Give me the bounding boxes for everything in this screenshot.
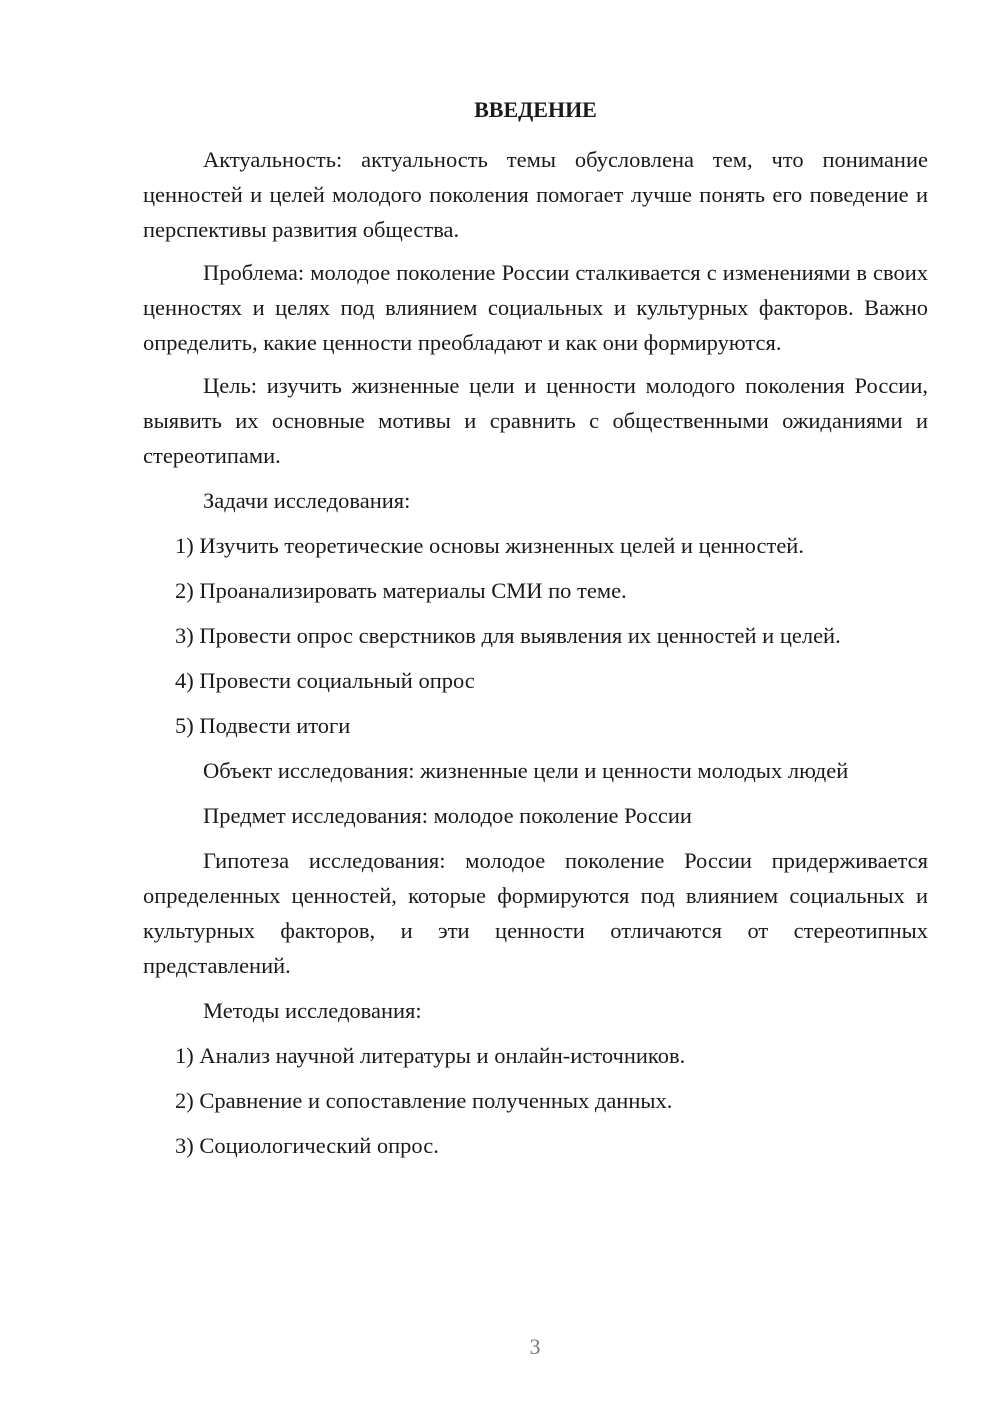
relevance-paragraph: Актуальность: актуальность темы обусловлена тем, что понимание ценностей и целей молодого поколения помогает лучше понять его поведение и перспективы развития общества. [143,147,928,242]
task-item: 2) Проанализировать материалы СМИ по теме. [175,578,627,603]
task-item: 3) Провести опрос сверстников для выявления их ценностей и целей. [175,623,841,648]
method-item: 1) Анализ научной литературы и онлайн-источников. [175,1043,686,1068]
page-content [143,94,928,1173]
page-title: ВВЕДЕНИЕ [474,97,597,122]
object-line: Объект исследования: жизненные цели и ценности молодых людей [203,758,849,783]
task-item: 1) Изучить теоретические основы жизненных целей и ценностей. [175,533,804,558]
page-number: 3 [529,1334,541,1359]
tasks-heading: Задачи исследования: [203,488,411,513]
tasks-list [143,528,928,743]
method-item: 3) Социологический опрос. [175,1133,439,1158]
task-item: 5) Подвести итоги [175,713,351,738]
subject-line: Предмет исследования: молодое поколение России [203,803,692,828]
goal-paragraph: Цель: изучить жизненные цели и ценности молодого поколения России, выявить их основные мотивы и сравнить с общественными ожиданиями и стереотипами. [143,373,928,468]
problem-paragraph: Проблема: молодое поколение России сталкивается с изменениями в своих ценностях и целях под влиянием социальных и культурных факторов. Важно определить, какие ценности преобладают и как они формируются. [143,260,928,355]
methods-heading: Методы исследования: [203,998,422,1023]
methods-list [143,1038,928,1163]
method-item: 2) Сравнение и сопоставление полученных данных. [175,1088,673,1113]
hypothesis-paragraph: Гипотеза исследования: молодое поколение России придерживается определенных ценностей, которые формируются под влиянием социальных и культурных факторов, и эти ценности отличаются от стереотипных представлений. [143,848,928,978]
task-item: 4) Провести социальный опрос [175,668,475,693]
